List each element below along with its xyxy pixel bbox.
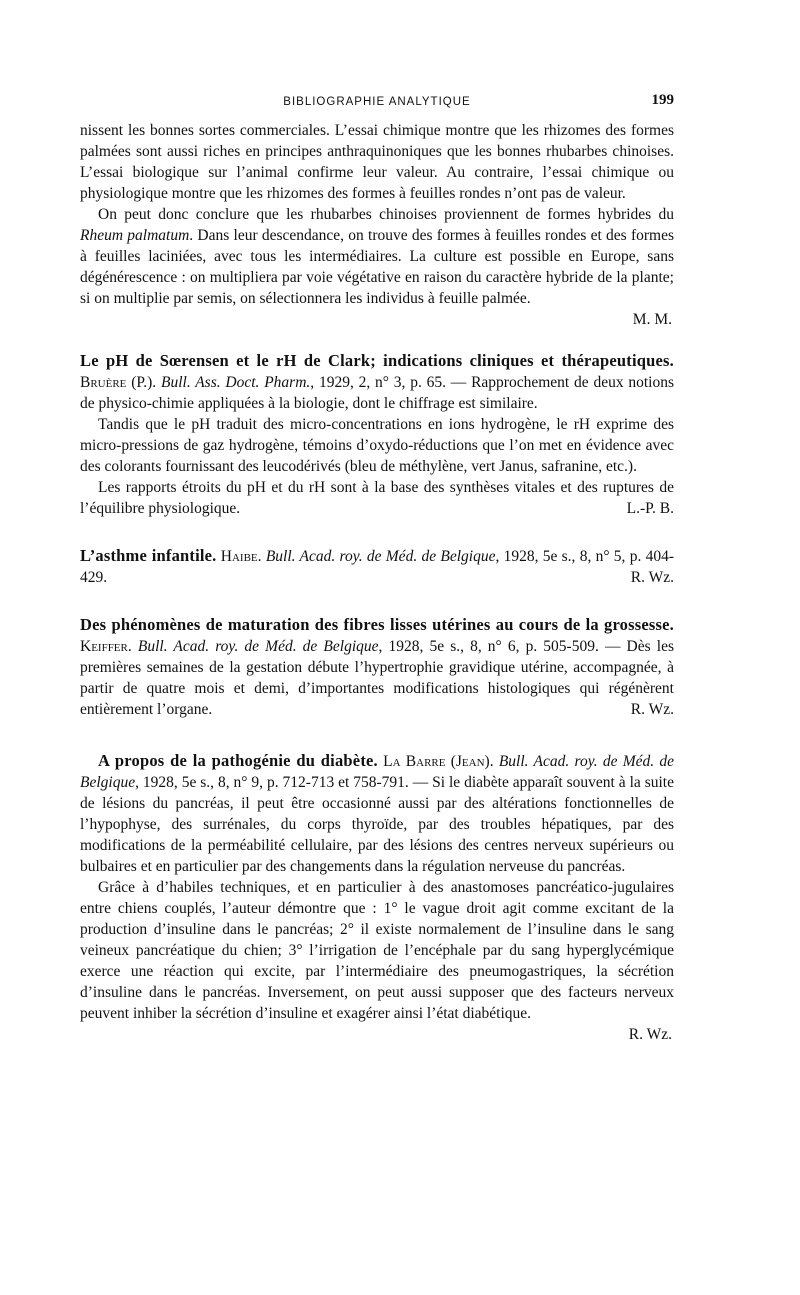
running-header <box>80 92 674 118</box>
entry-author: Haibe. <box>220 548 262 565</box>
entry-citation <box>80 350 674 414</box>
entry-reference: , 1928, 5e s., 8, n° 5, p. 404-429. <box>80 548 675 586</box>
entry-paragraph: Les rapports étroits du pH et du rH sont à la base des synthèses vitales et des ruptures de l’équilibre physiologique. L.-P. B. <box>80 479 674 517</box>
entry-author: Bruère <box>80 374 127 391</box>
entry-author-initial: (P.). <box>131 374 157 391</box>
entry-citation <box>80 545 674 588</box>
entry-title: Des phénomènes de maturation des fibres lisses utérines au cours de la grossesse. <box>80 615 674 634</box>
entry-title: Le pH de Sœrensen et le rH de Clark; indications cliniques et thérapeutiques. <box>80 351 674 370</box>
entry-title: A propos de la pathogénie du diabète. <box>98 751 378 770</box>
journal-page <box>80 92 674 1045</box>
entry-author: La Barre <box>383 753 446 770</box>
bibliography-entry <box>80 614 674 720</box>
entry-journal: Bull. Ass. Doct. Pharm. <box>160 374 311 391</box>
entry-journal: Bull. Acad. roy. de Méd. de Belgique <box>265 548 496 565</box>
page-number: 199 <box>651 92 674 108</box>
entry-paragraph: Grâce à d’habiles techniques, et en particulier à des anastomoses pancréatico-jugulaires entre chiens couplés, l’auteur démontre que : 1° le vague droit agit comme excitant de la production d’insuline dans le pancréas; 2° il existe normalement de l’insuline dans le sang veineux pancréatique du chien; 3° l’irrigation de l’encéphale par du sang hyperglycémique exerce une réaction qui excite, par l’intermédiaire des pneumogastriques, la sécrétion d’insuline dans le pancréas. Inversement, on peut aussi supposer que des facteurs nerveux peuvent inhiber la sécrétion d’insuline et exagérer ainsi l’état diabétique. <box>80 879 674 1022</box>
entry-journal: Bull. Acad. roy. de Méd. de Belgique <box>80 753 675 791</box>
entry-journal: Bull. Acad. roy. de Méd. de Belgique <box>137 638 379 655</box>
conclusion-paragraph: On peut donc conclure que les rhubarbes chinoises proviennent de formes hybrides du Rheum palmatum. Dans leur descendance, on trouve des formes à feuilles rondes et des formes à feuilles laciniées, avec tous les intermédiaires. La culture est possible en Europe, sans dégénérescence : on multipliera par voie végétative en raison du caractère hybride de la plante; si on multiplie par semis, on sélectionnera les individus à feuille palmée. <box>80 206 675 307</box>
species-name: Rheum palmatum <box>80 227 190 244</box>
entry-citation <box>80 614 674 720</box>
continued-paragraph: nissent les bonnes sortes commerciales. L’essai chimique montre que les rhizomes des formes palmées sont aussi riches en principes anthraquinoniques que les bonnes rhubarbes chinoises. L’essai biologique sur l’animal confirme leur valeur. Au contraire, l’essai chimique ou physiologique montre que les rhizomes des formes à feuilles rondes n’ont pas de valeur. <box>80 122 674 202</box>
entry-paragraph: Tandis que le pH traduit des micro-concentrations en ions hydrogène, le rH exprime des micro-pressions de gaz hydrogène, témoins d’oxydo-réductions que l’on met en évidence avec des colorants fournissant des leucodérivés (bleu de méthylène, vert Janus, safranine, etc.). <box>80 416 674 475</box>
bibliography-entry <box>80 750 674 1045</box>
entry-author: Keiffer. <box>80 638 132 655</box>
entry-signature: R. Wz. <box>630 701 674 718</box>
bibliography-entry <box>80 350 674 519</box>
entry-author-initial: (Jean). <box>450 753 494 770</box>
bibliography-entry <box>80 545 674 588</box>
entry-title: L’asthme infantile. <box>80 546 217 565</box>
entry-reference: , 1928, 5e s., 8, n° 9, p. 712-713 et 758-791. — Si le diabète apparaît souvent à la suite de lésions du pancréas, il peut être occasionné aussi par des altérations fonctionnelles de l’hypophyse, des surrénales, du corps thyroïde, par des troubles hépatiques, par des modifications de la perméabilité cellulaire, par des lésions des centres nerveux supérieurs ou bulbaires et en particulier par des changements dans la régulation nerveuse du pancréas. <box>80 774 674 875</box>
abstract-signature: M. M. <box>632 311 672 328</box>
entry-signature: L.-P. B. <box>626 500 674 517</box>
entry-reference: , 1928, 5e s., 8, n° 6, p. 505-509. — Dès les premières semaines de la gestation débute l’hypertrophie gravidique utérine, accompagnée, à partir de quatre mois et demi, d’importantes modifications histologiques qui régénèrent entièrement l’organe. <box>80 638 674 718</box>
entry-signature: R. Wz. <box>630 569 674 586</box>
entry-signature: R. Wz. <box>628 1026 672 1043</box>
entry-reference: , 1929, 2, n° 3, p. 65. — Rapprochement de deux notions de physico-chimie appliquées à la biologie, dont le chiffrage est similaire. <box>80 374 675 412</box>
continued-abstract <box>80 120 674 330</box>
running-title: BIBLIOGRAPHIE ANALYTIQUE <box>283 96 471 108</box>
entry-citation <box>80 750 674 877</box>
